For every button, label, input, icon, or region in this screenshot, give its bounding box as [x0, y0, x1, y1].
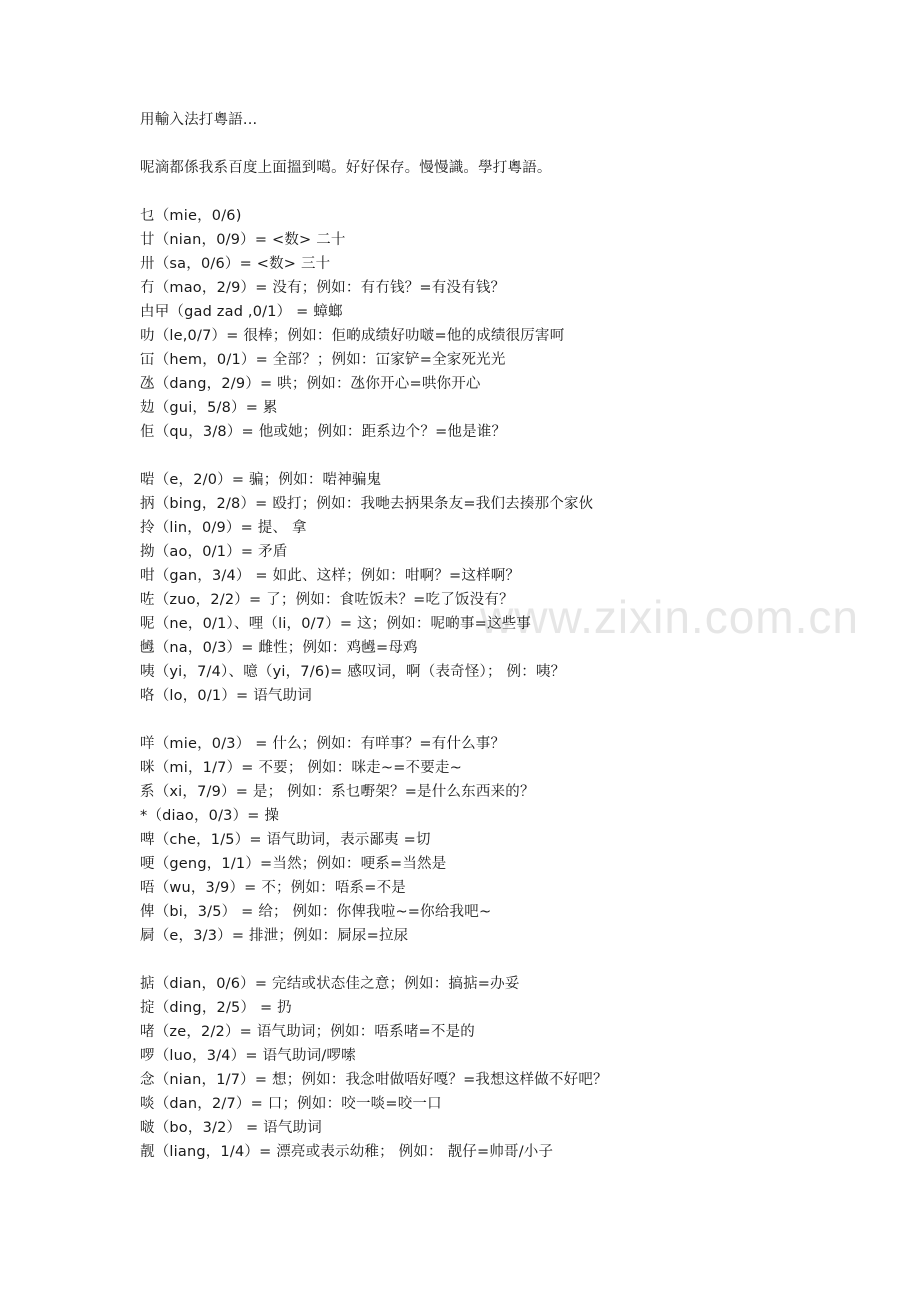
entry-group-4 — [140, 972, 820, 1164]
dict-entry: 甴曱（gad zad ,0/1） = 蟑螂 — [140, 304, 343, 320]
dict-entry: 念（nian，1/7）= 想；例如：我念咁做唔好嘎？=我想这样做不好吧？ — [140, 1072, 608, 1088]
dict-entry: 啰（luo，3/4）= 语气助词/啰嗦 — [140, 1048, 356, 1064]
dict-entry: 咗（zuo，2/2）= 了；例如：食咗饭未？=吃了饭没有？ — [140, 592, 514, 608]
dict-entry: 卅（sa，0/6）= <数> 三十 — [140, 256, 331, 272]
dict-entry: 咯（lo，0/1）= 语气助词 — [140, 688, 312, 704]
spacer — [140, 180, 820, 204]
dict-entry: 抦（bing，2/8）= 殴打；例如：我哋去抦果条友=我们去揍那个家伙 — [140, 496, 594, 512]
dict-entry: 廿（nian，0/9）= <数> 二十 — [140, 232, 346, 248]
dict-entry: 系（xi，7/9）= 是； 例如：系乜嘢架？=是什么东西来的？ — [140, 784, 535, 800]
dict-entry: 咪（mi，1/7）= 不要； 例如：咪走~=不要走~ — [140, 760, 463, 776]
dict-entry: 佢（qu，3/8）= 他或她；例如：距系边个？=他是谁？ — [140, 424, 507, 440]
dict-entry: 咁（gan，3/4） = 如此、这样；例如：咁啊？=这样啊？ — [140, 568, 521, 584]
dict-entry: 冇（mao，2/9）= 没有；例如：有冇钱？=有没有钱？ — [140, 280, 506, 296]
dict-entry: 乜（mie，0/6) — [140, 208, 242, 224]
dict-entry: 乸（na，0/3）= 雌性；例如：鸡乸=母鸡 — [140, 640, 418, 656]
spacer — [140, 948, 820, 972]
dict-entry: 掟（ding，2/5） = 扔 — [140, 1000, 292, 1016]
dict-entry: *（diao，0/3）= 操 — [140, 808, 280, 824]
dict-entry: 拗（ao，0/1）= 矛盾 — [140, 544, 288, 560]
dict-entry: 叻（le,0/7）= 很棒；例如：佢啲成绩好叻啵=他的成绩很厉害呵 — [140, 328, 565, 344]
dict-entry: 咦（yi，7/4）、噫（yi，7/6)= 感叹词，啊（表奇怪）； 例：咦？ — [140, 664, 566, 680]
dict-entry: 啵（bo，3/2） = 语气助词 — [140, 1120, 322, 1136]
entry-group-2 — [140, 468, 820, 708]
doc-intro: 呢滴都係我系百度上面搵到噶。好好保存。慢慢識。學打粵語。 — [140, 160, 552, 176]
dict-entry: 哽（geng，1/1）=当然；例如：哽系=当然是 — [140, 856, 447, 872]
entry-group-1 — [140, 204, 820, 444]
dict-entry: 咩（mie，0/3） = 什么；例如：有咩事？=有什么事？ — [140, 736, 506, 752]
dict-entry: 俾（bi，3/5） = 给； 例如：你俾我啦~=你给我吧~ — [140, 904, 492, 920]
doc-title: 用輸入法打粵語... — [140, 112, 258, 128]
entry-group-3 — [140, 732, 820, 948]
dict-entry: 拎（lin，0/9）= 提、 拿 — [140, 520, 307, 536]
dict-entry: 啖（dan，2/7）= 口；例如：咬一啖=咬一口 — [140, 1096, 442, 1112]
dict-entry: 攰（gui，5/8）= 累 — [140, 400, 278, 416]
spacer — [140, 132, 820, 156]
spacer — [140, 708, 820, 732]
dict-entry: 氹（dang，2/9）= 哄；例如：氹你开心=哄你开心 — [140, 376, 481, 392]
dict-entry: 啫（ze，2/2）= 语气助词；例如：唔系啫=不是的 — [140, 1024, 475, 1040]
dict-entry: 呢（ne，0/1）、哩（li，0/7）= 这；例如：呢啲事=这些事 — [140, 616, 532, 632]
dict-entry: 掂（dian，0/6）= 完结或状态佳之意；例如：搞掂=办妥 — [140, 976, 520, 992]
dict-entry: 啤（che，1/5）= 语气助词，表示鄙夷 =切 — [140, 832, 431, 848]
spacer — [140, 444, 820, 468]
dict-entry: 屙（e，3/3）= 排泄；例如：屙尿=拉尿 — [140, 928, 409, 944]
dict-entry: 啱（e，2/0）= 骗；例如：啱神骗鬼 — [140, 472, 382, 488]
document-body — [140, 108, 820, 1164]
dict-entry: 唔（wu，3/9）= 不；例如：唔系=不是 — [140, 880, 406, 896]
watermark: www.zixin.com.cn — [480, 591, 859, 643]
dict-entry: 冚（hem，0/1）= 全部？；例如：冚家铲=全家死光光 — [140, 352, 506, 368]
dict-entry: 靓（liang，1/4）= 漂亮或表示幼稚； 例如： 靓仔=帅哥/小子 — [140, 1144, 554, 1160]
